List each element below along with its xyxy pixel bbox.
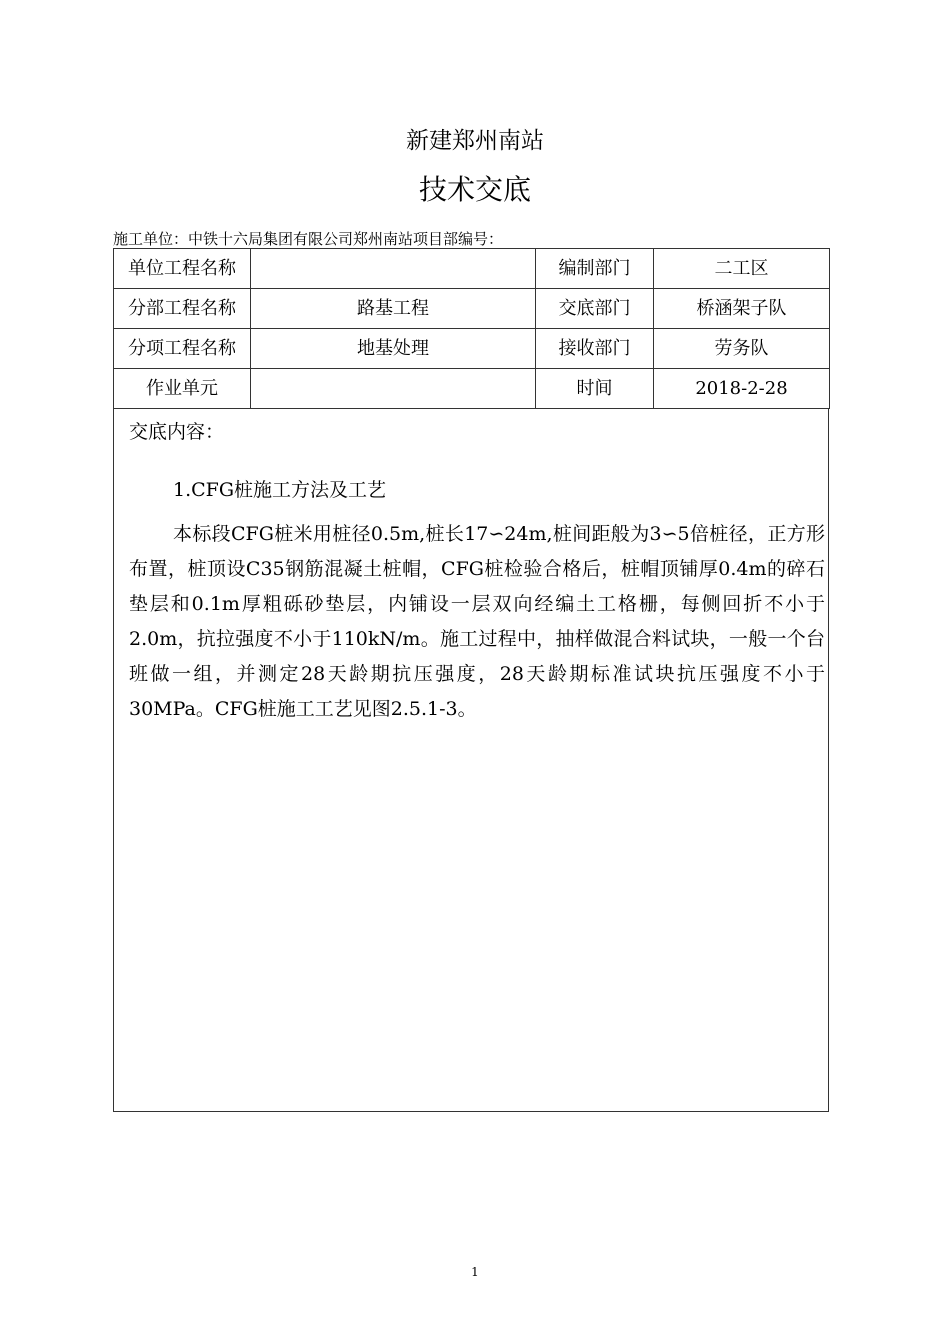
- table-row: [114, 289, 830, 329]
- table-label-cell: 作业单元: [114, 369, 251, 409]
- table-label-cell: 单位工程名称: [114, 249, 251, 289]
- table-label-cell: 交底部门: [536, 289, 654, 329]
- table-label-cell: 编制部门: [536, 249, 654, 289]
- table-value-cell: 二工区: [654, 249, 830, 289]
- table-row: [114, 329, 830, 369]
- content-paragraph: 本标段CFG桩米用桩径0.5m,桩长17∽24m,桩间距般为3∽5倍桩径，正方形布置，桩顶设C35钢筋混凝土桩帽，CFG桩检验合格后，桩帽顶铺厚0.4m的碎石垫层和0.1m厚粗砾砂垫层，内铺设一层双向经编土工格栅，每侧回折不小于2.0m，抗拉强度不小于110kN/m。施工过程中，抽样做混合料试块，一般一个台班做一组，并测定28天龄期抗压强度，28天龄期标准试块抗压强度不小于30MPa。CFG桩施工工艺见图2.5.1-3。: [129, 523, 825, 720]
- table-value-cell: 地基处理: [251, 329, 536, 369]
- info-table: [113, 248, 830, 409]
- document-title: 技术交底: [418, 173, 531, 206]
- page-number: 1: [471, 1265, 479, 1279]
- table-value-cell: 路基工程: [251, 289, 536, 329]
- section-heading: 1.CFG桩施工方法及工艺: [173, 479, 387, 501]
- table-value-cell: [251, 249, 536, 289]
- table-value-cell: 2018-2-28: [654, 369, 830, 409]
- table-label-cell: 分项工程名称: [114, 329, 251, 369]
- content-label: 交底内容：: [129, 421, 225, 443]
- construction-unit-line: 施工单位：中铁十六局集团有限公司郑州南站项目部编号：: [113, 230, 504, 248]
- table-row: [114, 249, 830, 289]
- table-value-cell: [251, 369, 536, 409]
- table-value-cell: 劳务队: [654, 329, 830, 369]
- table-label-cell: 时间: [536, 369, 654, 409]
- table-value-cell: 桥涵架子队: [654, 289, 830, 329]
- disclosure-content-box: [113, 408, 829, 1112]
- table-row: [114, 369, 830, 409]
- project-title: 新建郑州南站: [406, 128, 544, 154]
- table-label-cell: 接收部门: [536, 329, 654, 369]
- table-label-cell: 分部工程名称: [114, 289, 251, 329]
